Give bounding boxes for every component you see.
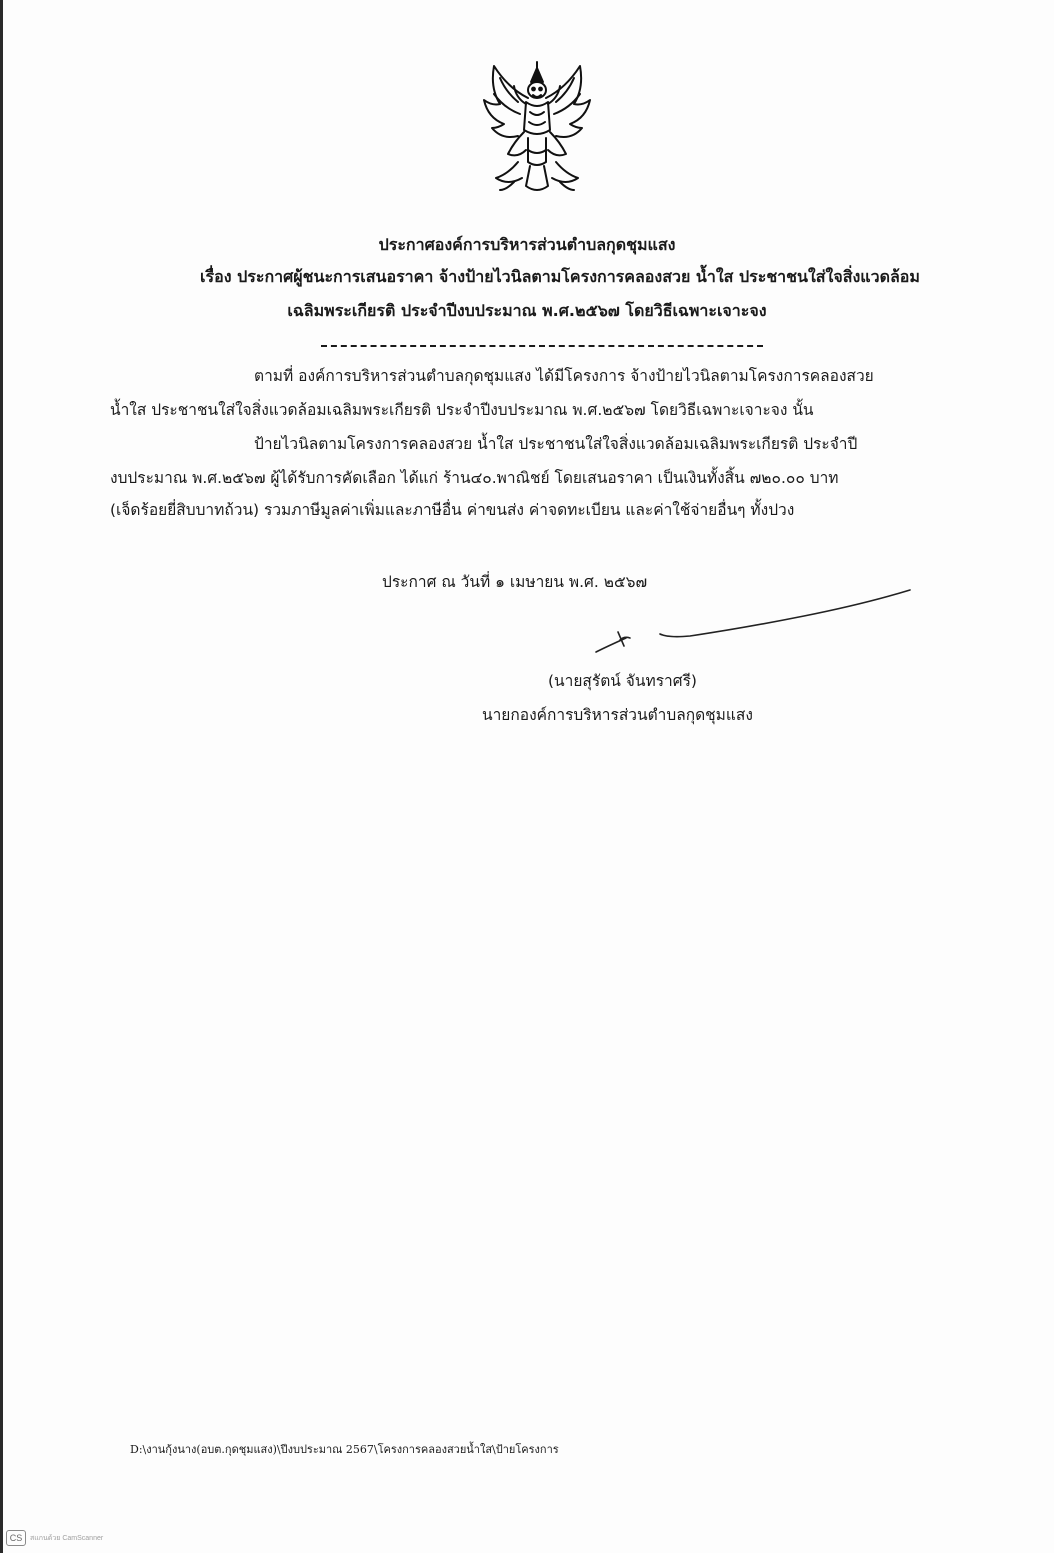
handwritten-signature [594, 580, 924, 670]
announcement-subject: เรื่อง ประกาศผู้ชนะการเสนอราคา จ้างป้ายไวนิลตามโครงการคลองสวย น้ำใส ประชาชนใส่ใจสิ่งแวดล้อม [200, 267, 920, 286]
file-path-footer: D:\งานกุ้งนาง(อบต.กุดชุมแสง)\ปีงบประมาณ 2567\โครงการคลองสวยน้ำใส\ป้ายโครงการ [130, 1443, 559, 1456]
signer-name: (นายสุรัตน์ จันทราศรี) [548, 672, 697, 690]
announcement-title: ประกาศองค์การบริหารส่วนตำบลกุดชุมแสง [378, 235, 676, 254]
garuda-emblem-icon [478, 58, 596, 200]
announcement-subject-continued: เฉลิมพระเกียรติ ประจำปีงบประมาณ พ.ศ.๒๕๖๗ โดยวิธีเฉพาะเจาะจง [287, 301, 767, 320]
body-line-2: น้ำใส ประชาชนใส่ใจสิ่งแวดล้อมเฉลิมพระเกียรติ ประจำปีงบประมาณ พ.ศ.๒๕๖๗ โดยวิธีเฉพาะเจาะจง นั้น [110, 401, 814, 419]
announcement-date: ประกาศ ณ วันที่ ๑ เมษายน พ.ศ. ๒๕๖๗ [382, 573, 648, 591]
header-divider [321, 345, 763, 347]
body-line-4: งบประมาณ พ.ศ.๒๕๖๗ ผู้ได้รับการคัดเลือก ได้แก่ ร้าน๔๐.พาณิชย์ โดยเสนอราคา เป็นเงินทั้งสิ้น ๗๒๐.๐๐ บาท [110, 469, 839, 487]
scanner-watermark [6, 1530, 103, 1546]
camscanner-logo-icon: CS [6, 1530, 26, 1546]
body-line-3: ป้ายไวนิลตามโครงการคลองสวย น้ำใส ประชาชนใส่ใจสิ่งแวดล้อมเฉลิมพระเกียรติ ประจำปี [254, 435, 858, 453]
body-line-5: (เจ็ดร้อยยี่สิบบาทถ้วน) รวมภาษีมูลค่าเพิ่มและภาษีอื่น ค่าขนส่ง ค่าจดทะเบียน และค่าใช้จ่ายอื่นๆ ทั้งปวง [110, 501, 795, 519]
signer-position: นายกองค์การบริหารส่วนตำบลกุดชุมแสง [482, 706, 753, 724]
scan-edge [0, 0, 3, 1553]
body-line-1: ตามที่ องค์การบริหารส่วนตำบลกุดชุมแสง ได้มีโครงการ จ้างป้ายไวนิลตามโครงการคลองสวย [254, 367, 874, 385]
scanner-watermark-text: สแกนด้วย CamScanner [30, 1534, 104, 1542]
